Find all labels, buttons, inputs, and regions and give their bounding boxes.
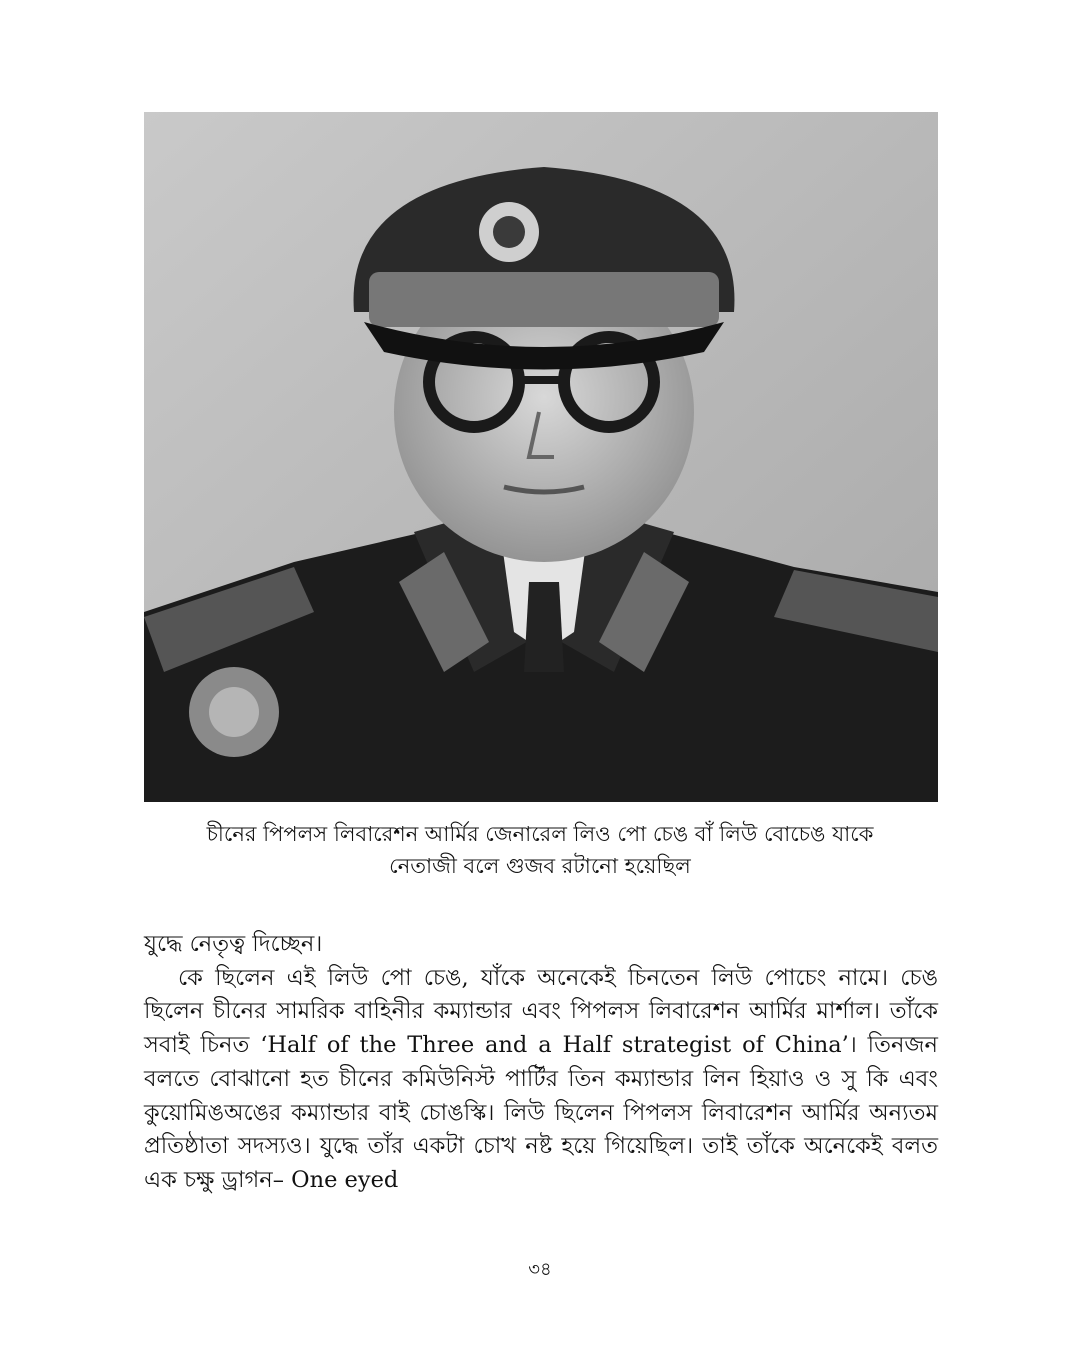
photo-caption bbox=[100, 818, 980, 882]
portrait-photo bbox=[144, 112, 938, 802]
paragraph-2: কে ছিলেন এই লিউ পো চেঙ, যাঁকে অনেকেই চিনতেন লিউ পোচেং নামে। চেঙ ছিলেন চীনের সামরিক বাহিনীর কম্যান্ডার এবং পিপলস লিবারেশন আর্মির মার্শাল। তাঁকে সবাই চিনত ‘Half of the Three and a Half strategist of China’। তিনজন বলতে বোঝানো হত চীনের কমিউনিস্ট পার্টির তিন কম্যান্ডার লিন হিয়াও ও সু কি এবং কুয়োমিঙঅঙের কম্যান্ডার বাই চোঙস্কি। লিউ ছিলেন পিপলস লিবারেশন আর্মির অন্যতম প্রতিষ্ঠাতা সদস্যও। যুদ্ধে তাঁর একটা চোখ নষ্ট হয়ে গিয়েছিল। তাই তাঁকে অনেকেই বলত এক চক্ষু ড্রাগন– One eyed bbox=[144, 964, 938, 1193]
page-number: ৩৪ bbox=[528, 1259, 552, 1280]
paragraph-1: যুদ্ধে নেতৃত্ব দিচ্ছেন। bbox=[144, 931, 323, 957]
caption-line-1: চীনের পিপলস লিবারেশন আর্মির জেনারেল লিও পো চেঙ বাঁ লিউ বোচেঙ যাকে bbox=[206, 822, 874, 846]
portrait-illustration bbox=[144, 112, 938, 802]
caption-line-2: নেতাজী বলে গুজব রটানো হয়েছিল bbox=[389, 854, 691, 878]
body-text bbox=[144, 928, 938, 1198]
